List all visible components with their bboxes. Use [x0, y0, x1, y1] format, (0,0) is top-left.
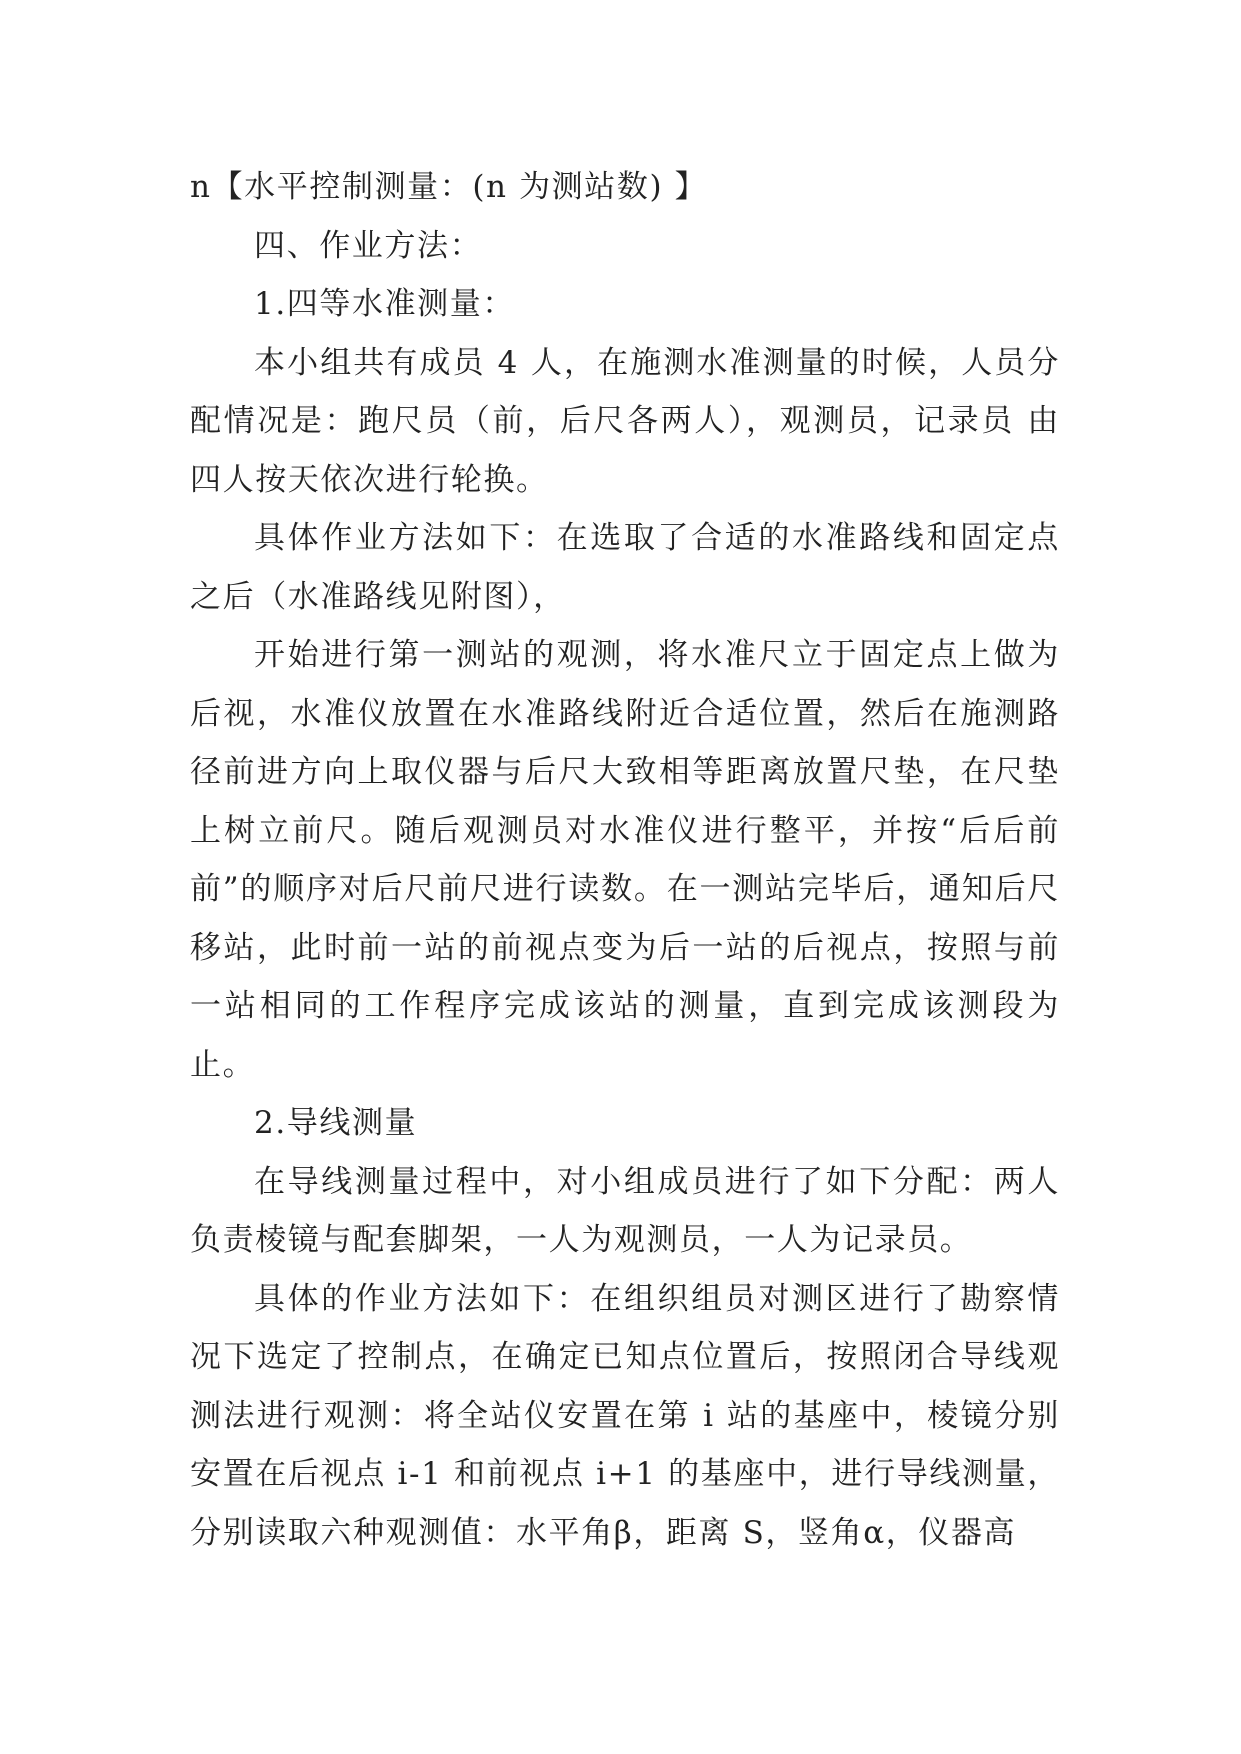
paragraph-traverse-team: 在导线测量过程中，对小组成员进行了如下分配：两人负责棱镜与配套脚架，一人为观测员，一人为记录员。 [190, 1163, 1060, 1258]
subheading-leveling: 1.四等水准测量： [254, 286, 515, 322]
paragraph-traverse-procedure: 具体的作业方法如下：在组织组员对测区进行了勘察情况下选定了控制点，在确定已知点位置后，按照闭合导线观测法进行观测：将全站仪安置在第 i 站的基座中，棱镜分别安置在后视点 i-1 和前视点 i+1 的基座中，进行导线测量，分别读取六种观测值：水平角β，距离 S，竖角α，仪器高 [190, 1280, 1060, 1551]
paragraph-leveling-procedure: 开始进行第一测站的观测，将水准尺立于固定点上做为后视，水准仪放置在水准路线附近合适位置，然后在施测路径前进方向上取仪器与后尺大致相等距离放置尺垫，在尺垫上树立前尺。随后观测员对水准仪进行整平，并按“后后前前”的顺序对后尺前尺进行读数。在一测站完毕后，通知后尺移站，此时前一站的前视点变为后一站的后视点，按照与前一站相同的工作程序完成该站的测量，直到完成该测段为止。 [190, 637, 1060, 1083]
subheading-traverse: 2.导线测量 [254, 1105, 418, 1141]
section-heading-methods: 四、作业方法： [254, 227, 483, 264]
document-body [190, 158, 1060, 1562]
paragraph-team-assignment: 本小组共有成员 4 人，在施测水准测量的时候，人员分配情况是：跑尺员（前，后尺各两人），观测员，记录员 由四人按天依次进行轮换。 [190, 344, 1060, 498]
paragraph-header: n【水平控制测量：(n 为测站数) 】 [190, 169, 708, 205]
paragraph-method-intro: 具体作业方法如下：在选取了合适的水准路线和固定点之后（水准路线见附图）， [190, 520, 1060, 615]
